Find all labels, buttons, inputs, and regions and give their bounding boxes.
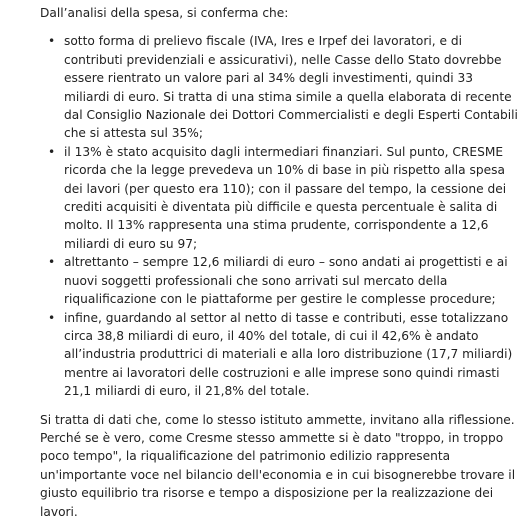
bullet-icon: • xyxy=(48,34,56,49)
list-item xyxy=(48,32,519,142)
list-item-text: sotto forma di prelievo fiscale (IVA, Ires e Irpef dei lavoratori, e di contributi previdenziali e assicurativi), nelle Casse dello Stato dovrebbe essere rientrato un valore pari al 34% degli investimenti, quindi 33 miliardi di euro. Si tratta di una stima simile a quella elaborata di recente dal Consiglio Nazionale dei Dottori Commercialisti e degli Esperti Contabili che si attesta sul 35%; xyxy=(64,34,518,141)
list-item xyxy=(48,143,519,253)
list-item-text: altrettanto – sempre 12,6 miliardi di euro – sono andati ai progettisti e ai nuovi soggetti professionali che sono arrivati sul mercato della riqualificazione con le piattaforme per gestire le complesse procedure; xyxy=(64,255,508,307)
bullet-icon: • xyxy=(48,144,56,159)
list-item-text: il 13% è stato acquisito dagli intermediari finanziari. Sul punto, CRESME ricorda che la legge prevedeva un 10% di base in più rispetto alla spesa dei lavori (per questo era 110); con il passare del tempo, la cessione dei crediti acquisiti è diventata più difficile e questa percentuale è salita di molto. Il 13% rappresenta una stima prudente, corrispondente a 12,6 miliardi di euro su 97; xyxy=(64,144,507,251)
closing-paragraph: Si tratta di dati che, come lo stesso istituto ammette, invitano alla riflessione. Perché se è vero, come Cresme stesso ammette si è dato "troppo, in troppo poco tempo", la riqualificazione del patrimonio edilizio rappresenta un'importante voce nel bilancio dell'economia e in cui bisognerebbe trovare il giusto equilibrio tra risorse e tempo a disposizione per la realizzazione dei lavori. xyxy=(40,412,516,519)
list-item xyxy=(48,253,519,308)
bullet-icon: • xyxy=(48,255,56,270)
list-item xyxy=(48,309,519,401)
spending-breakdown-list xyxy=(40,32,519,400)
intro-paragraph: Dall’analisi della spesa, si conferma che: xyxy=(40,6,289,20)
bullet-icon: • xyxy=(48,310,56,325)
list-item-text: infine, guardando al settor al netto di tasse e contributi, esse totalizzano circa 38,8 miliardi di euro, il 40% del totale, di cui il 42,6% è andato all’industria produttrici di materiali e alla loro distribuzione (17,7 miliardi) mentre ai lavoratori delle costruzioni e alle imprese sono quindi rimasti 21,1 miliardi di euro, il 21,8% del totale. xyxy=(64,310,513,399)
